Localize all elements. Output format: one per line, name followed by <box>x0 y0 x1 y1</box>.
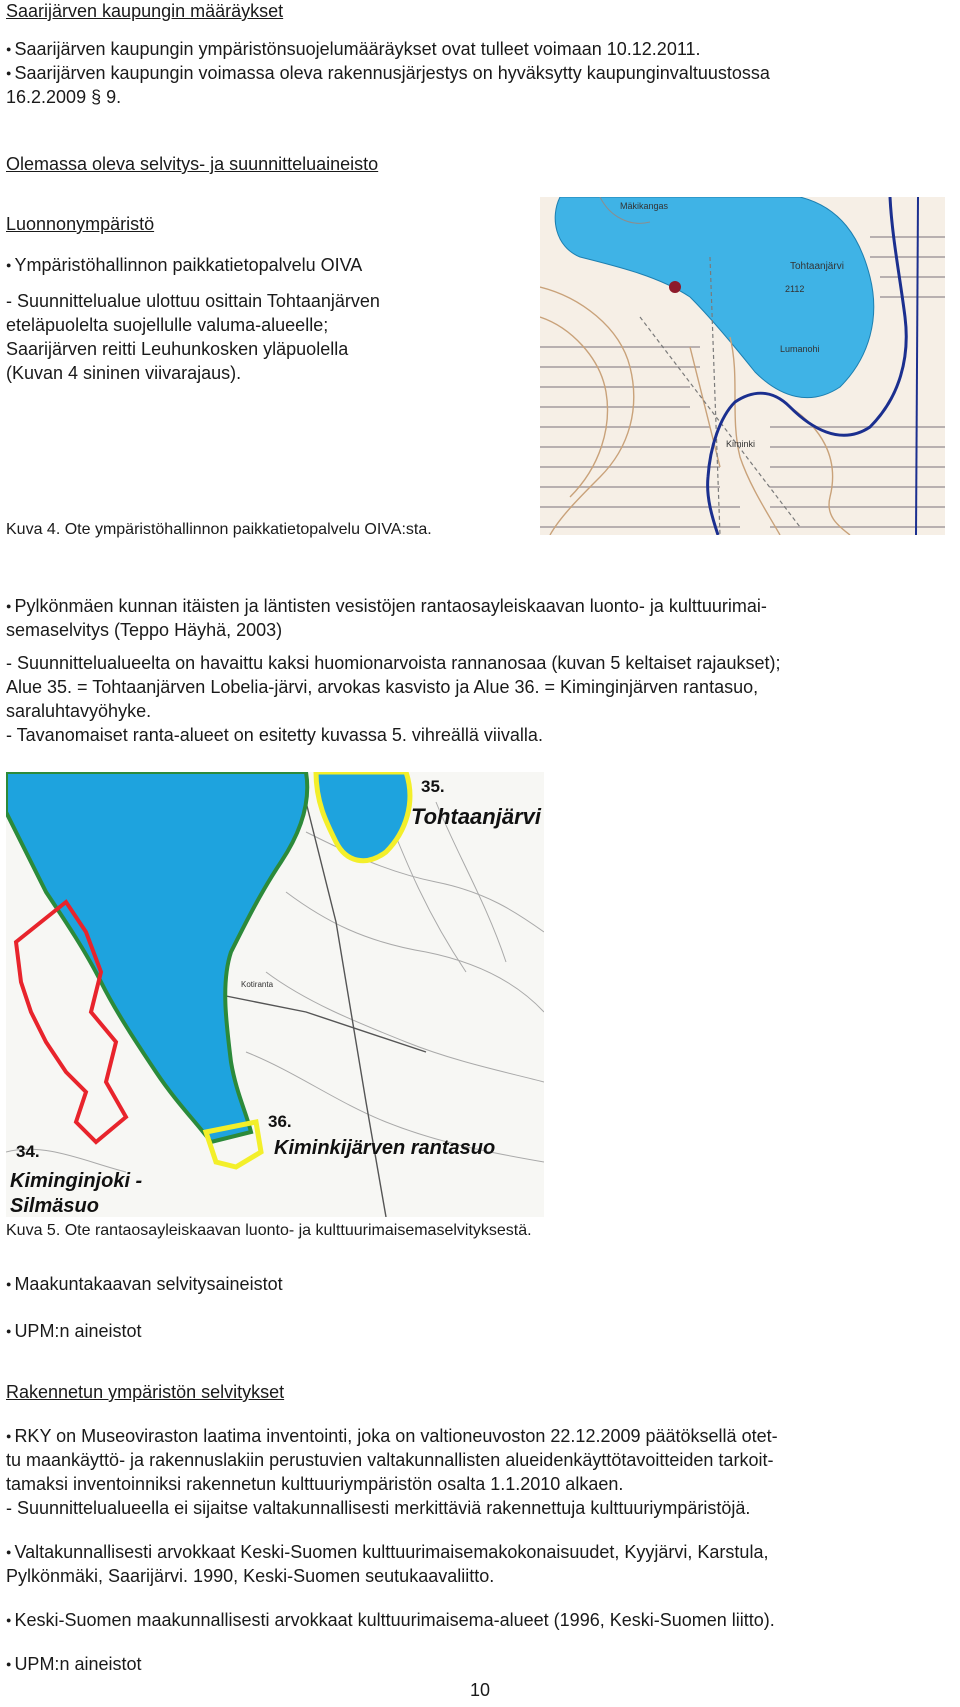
rky-line-2: tu maankäyttö- ja rakennuslakiin perustuvien valtakunnallisten alueidenkäyttötavoitteiden tarkoit- <box>6 1450 774 1470</box>
oiva-line-1: - Suunnittelualue ulottuu osittain Tohtaanjärven <box>6 291 380 311</box>
figure-5-map <box>6 772 544 1217</box>
map5-num36: 36. <box>268 1112 292 1131</box>
bullet-upm-2: ● UPM:n aineistot <box>6 1653 142 1675</box>
map4-lake-label: Tohtaanjärvi <box>790 261 844 272</box>
pylkonmaki-line-2: semaselvitys (Teppo Häyhä, 2003) <box>6 620 283 640</box>
pylkonmaki-detail-3: saraluhtavyöhyke. <box>6 701 152 721</box>
shoreline-survey-map-image <box>6 772 544 1217</box>
pylkonmaki-detail-1: - Suunnittelualueelta on havaittu kaksi huomionarvoista rannanosaa (kuvan 5 keltaiset rajaukset); <box>6 653 781 673</box>
subheading-natural-environment: Luonnonympäristö <box>6 214 155 234</box>
map5-num34: 34. <box>16 1142 40 1161</box>
oiva-line-4: (Kuvan 4 sininen viivarajaus). <box>6 363 242 383</box>
map4-area-label: 2112 <box>785 284 805 294</box>
map4-point2-label: Kiminki <box>726 439 756 449</box>
bullet-environmental-regulations: ● Saarijärven kaupungin ympäristönsuojelumääräykset ovat tulleet voimaan 10.12.2011. <box>6 38 701 60</box>
map5-num35: 35. <box>421 777 445 796</box>
map5-area36: Kiminkijärven rantasuo <box>274 1137 496 1159</box>
heading-existing-material: Olemassa oleva selvitys- ja suunnitteluaineisto <box>6 154 379 174</box>
map5-area34-line1: Kiminginjoki - <box>10 1170 143 1192</box>
bullet-building-ordinance: ● Saarijärven kaupungin voimassa oleva rakennusjärjestys on hyväksytty kaupunginvaltuustossa <box>6 62 770 84</box>
oiva-line-3: Saarijärven reitti Leuhunkosken yläpuolella <box>6 339 349 359</box>
bullet-pylkonmaki: ● Pylkönmäen kunnan itäisten ja läntisten vesistöjen rantaosayleiskaavan luonto- ja kulttuurimai- <box>6 595 767 617</box>
map5-place-label: Kotiranta <box>241 980 274 989</box>
oiva-line-2: eteläpuolelta suojellulle valuma-alueelle; <box>6 315 329 335</box>
page-number: 10 <box>470 1680 491 1700</box>
pylkonmaki-detail-4: - Tavanomaiset ranta-alueet on esitetty kuvassa 5. vihreällä viivalla. <box>6 725 543 745</box>
pylkonmaki-detail-2: Alue 35. = Tohtaanjärven Lobelia-järvi, arvokas kasvisto ja Alue 36. = Kiminginjärven rantasuo, <box>6 677 759 697</box>
heading-saarijarvi: Saarijärven kaupungin määräykset <box>6 1 284 21</box>
bullet-oiva: ● Ympäristöhallinnon paikkatietopalvelu OIVA <box>6 254 362 276</box>
valtakunnallisesti-line-2: Pylkönmäki, Saarijärvi. 1990, Keski-Suomen seutukaavaliitto. <box>6 1566 495 1586</box>
bullet-rky: ● RKY on Museoviraston laatima inventointi, joka on valtioneuvoston 22.12.2009 päätöksellä otet- <box>6 1425 778 1447</box>
map5-area34-line2: Silmäsuo <box>10 1195 99 1217</box>
bullet-valtakunnallisesti: ● Valtakunnallisesti arvokkaat Keski-Suomen kulttuurimaisemakokonaisuudet, Kyyjärvi, Karstula, <box>6 1541 768 1563</box>
map4-top-label: Mäkikangas <box>620 201 669 211</box>
oiva-map-image <box>540 197 945 535</box>
heading-built-environment: Rakennetun ympäristön selvitykset <box>6 1382 285 1402</box>
figure-4-caption: Kuva 4. Ote ympäristöhallinnon paikkatietopalvelu OIVA:sta. <box>6 521 432 538</box>
bullet-keski-suomi: ● Keski-Suomen maakunnallisesti arvokkaat kulttuurimaisema-alueet (1996, Keski-Suomen liitto). <box>6 1609 775 1631</box>
figure-5-caption: Kuva 5. Ote rantaosayleiskaavan luonto- ja kulttuurimaisemaselvityksestä. <box>6 1222 532 1239</box>
rky-line-4: - Suunnittelualueella ei sijaitse valtakunnallisesti merkittäviä rakennettuja kulttuuriympäristöjä. <box>6 1498 751 1518</box>
bullet-maakuntakaava: ● Maakuntakaavan selvitysaineistot <box>6 1273 283 1295</box>
rky-line-3: tamaksi inventoinniksi rakennetun kulttuuriympäristön osalta 1.1.2010 alkaen. <box>6 1474 624 1494</box>
figure-4-map <box>540 197 945 535</box>
map5-lake35: Tohtaanjärvi <box>411 804 541 829</box>
bullet-upm-1: ● UPM:n aineistot <box>6 1320 142 1342</box>
building-ordinance-line2: 16.2.2009 § 9. <box>6 87 122 107</box>
map4-point1-label: Lumanohi <box>780 344 820 354</box>
